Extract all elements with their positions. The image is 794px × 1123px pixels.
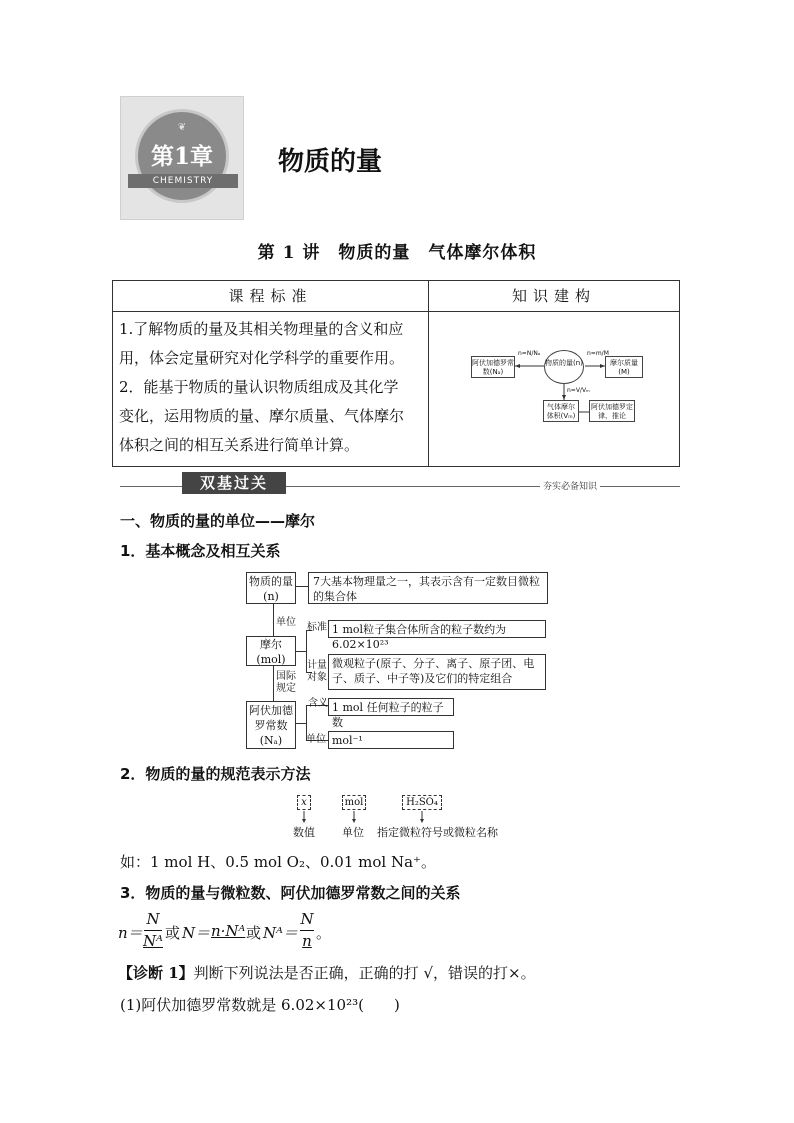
- fraction-bar: [300, 930, 314, 931]
- standards-text: [119, 315, 425, 460]
- map-molar-mass-box: 摩尔质量(M): [605, 356, 643, 378]
- label-unit: 单位: [276, 617, 296, 628]
- target-desc-line: 微观粒子(原子、分子、离子、原子团、电: [332, 657, 535, 670]
- label-unit-2: 单位: [306, 734, 326, 745]
- formula-frac2-den: n: [302, 932, 312, 950]
- section-heading: 一、物质的量的单位——摩尔: [120, 512, 316, 530]
- concept-map-lines: [429, 312, 679, 466]
- lesson-title: 第 1 讲 物质的量 气体摩尔体积: [257, 243, 537, 263]
- badge-circle: [135, 109, 229, 203]
- connector: [296, 723, 306, 724]
- notation-box-formula: H₂SO₄: [402, 795, 442, 810]
- diagnosis-title: 【诊断 1】: [118, 964, 194, 982]
- concept-map: [429, 312, 679, 466]
- chapter-badge: [120, 96, 244, 220]
- box-avogadro: 阿伏加德罗常数(Nₐ): [246, 701, 296, 749]
- diagnosis: [118, 962, 536, 983]
- meaning-desc: 1 mol 任何粒子的粒子数: [328, 698, 454, 716]
- connector: [296, 586, 308, 587]
- label-standard: 标准: [307, 622, 327, 633]
- map-avogadro-law-box: 阿伏加德罗定律、推论: [589, 400, 635, 422]
- formula-frac1-den: Nᴬ: [143, 932, 163, 950]
- std-line: 变化，运用物质的量、摩尔质量、气体摩尔: [119, 407, 405, 425]
- notation-label-particle: 指定微粒符号或微粒名称: [377, 826, 498, 839]
- subheading-3: 3．物质的量与微粒数、阿伏加德罗常数之间的关系: [120, 884, 461, 902]
- ornament-icon: ❦: [177, 122, 187, 133]
- unit-desc: mol⁻¹: [328, 731, 454, 749]
- connector: [273, 666, 274, 701]
- standards-table: [112, 280, 680, 467]
- formula-n-dot-NA: n·Nᴬ: [211, 922, 246, 940]
- label-meaning: 含义: [308, 698, 328, 709]
- box-mole: 摩尔(mol): [246, 636, 296, 666]
- label-intl: 国际规定: [276, 671, 296, 694]
- badge-text: 第1章: [150, 143, 213, 170]
- box-amount: 物质的量(n): [246, 572, 296, 604]
- notation-box-x: x: [297, 795, 311, 810]
- target-desc-line: 子、质子、中子等)及它们的特定组合: [332, 672, 513, 685]
- diagnosis-text: 判断下列说法是否正确，正确的打 √，错误的打×。: [193, 964, 536, 982]
- formula-end: 。: [316, 924, 332, 942]
- map-eq-right: n=m/M: [587, 350, 609, 357]
- formula-or-2: 或: [246, 924, 262, 942]
- fraction-bar: [144, 930, 162, 931]
- standard-desc: 1 mol粒子集合体所含的粒子数约为6.02×10²³: [328, 620, 546, 638]
- notation-diagram: [290, 793, 520, 841]
- map-avogadro-box: 阿伏加德罗常数(Nₐ): [471, 356, 515, 378]
- connector: [273, 604, 274, 636]
- concept-diagram: [240, 568, 560, 753]
- formula: [118, 910, 538, 952]
- map-gas-volume-box: 气体摩尔体积(Vₘ): [543, 400, 579, 422]
- map-eq-left: n=N/Nₐ: [518, 350, 541, 357]
- banner-title: 双基过关: [182, 472, 286, 494]
- std-line: 1.了解物质的量及其相关物理量的含义和应: [119, 320, 404, 338]
- col-header-standards: 课程标准: [228, 287, 313, 305]
- subheading-1: 1．基本概念及相互关系: [120, 542, 281, 560]
- label-target: 计量对象: [307, 660, 327, 683]
- subheading-2: 2．物质的量的规范表示方法: [120, 765, 311, 783]
- notation-box-mol: mol: [342, 795, 366, 810]
- notation-label-value: 数值: [293, 826, 315, 839]
- chapter-title: 物质的量: [278, 147, 383, 177]
- box-amount-desc: 7大基本物理量之一，其表示含有一定数目微粒的集合体: [308, 572, 548, 604]
- formula-NA-eq: Nᴬ＝: [263, 924, 298, 942]
- formula-n-eq: n＝: [118, 924, 143, 942]
- col-header-knowledge: 知识建构: [511, 287, 596, 305]
- formula-or-1: 或: [165, 924, 181, 942]
- std-line: 2．能基于物质的量认识物质组成及其化学: [119, 378, 399, 396]
- question-1: (1)阿伏加德罗常数就是 6.02×10²³( ): [120, 996, 400, 1014]
- map-center-box: 物质的量(n): [544, 350, 584, 384]
- banner-right-text: 夯实必备知识: [540, 479, 600, 492]
- badge-subtext: CHEMISTRY: [128, 174, 238, 188]
- formula-N-eq: N＝: [182, 924, 211, 942]
- formula-frac1-num: N: [146, 910, 160, 928]
- map-eq-down: n=V/Vₘ: [567, 387, 590, 394]
- notation-label-unit: 单位: [342, 826, 364, 839]
- std-line: 体积之间的相互关系进行简单计算。: [119, 436, 360, 454]
- connector: [296, 651, 306, 652]
- std-line: 用，体会定量研究对化学科学的重要作用。: [119, 349, 405, 367]
- formula-frac2-num: N: [300, 910, 314, 928]
- target-desc: [328, 654, 546, 690]
- example-text: 如：1 mol H、0.5 mol O₂、0.01 mol Na⁺。: [120, 853, 436, 871]
